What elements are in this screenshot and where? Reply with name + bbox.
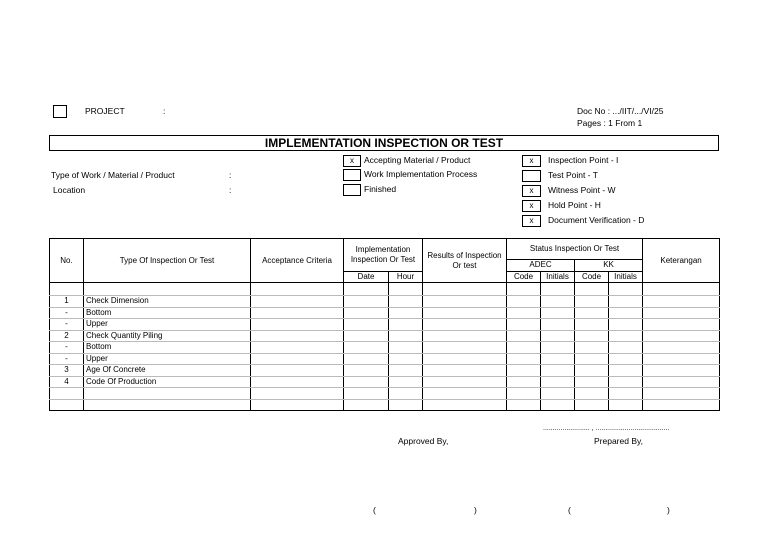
row-type: Age Of Concrete: [84, 365, 251, 377]
row-type: [84, 399, 251, 411]
work-process-checkbox[interactable]: [343, 169, 361, 181]
table-row: [50, 388, 720, 400]
prepared-by-label: Prepared By,: [594, 436, 643, 446]
row-no: -: [50, 307, 84, 319]
inspection-point-checkbox[interactable]: x: [522, 155, 541, 167]
test-point-checkbox[interactable]: [522, 170, 541, 182]
table-row: [50, 330, 720, 342]
row-no: 2: [50, 330, 84, 342]
header-acceptance: Acceptance Criteria: [251, 239, 344, 283]
header-keterangan: Keterangan: [643, 239, 720, 283]
table-row: [50, 399, 720, 411]
finished-label: Finished: [364, 184, 397, 194]
table-row: [50, 376, 720, 388]
project-label: PROJECT: [85, 106, 125, 116]
row-type: Upper: [84, 353, 251, 365]
header-type: Type Of Inspection Or Test: [84, 239, 251, 283]
row-type: Bottom: [84, 307, 251, 319]
row-no: -: [50, 353, 84, 365]
row-no: [50, 388, 84, 400]
row-type: Check Dimension: [84, 296, 251, 308]
header-kk-code: Code: [575, 271, 609, 283]
header-adec: ADEC: [507, 260, 575, 272]
location-label: Location: [53, 185, 86, 195]
hold-point-label: Hold Point - H: [548, 200, 601, 210]
witness-point-label: Witness Point - W: [548, 185, 616, 195]
signature-dots: ........................ , ......................................: [543, 425, 670, 432]
header-implementation: Implementation Inspection Or Test: [344, 239, 423, 272]
table-row: [50, 296, 720, 308]
preparer-paren-open: (: [568, 505, 571, 515]
project-colon: :: [163, 106, 166, 116]
pages: Pages : 1 From 1: [577, 118, 643, 128]
table-row: [50, 342, 720, 354]
inspection-table: [49, 238, 720, 411]
table-row: [50, 319, 720, 331]
row-no: -: [50, 342, 84, 354]
table-row: [50, 283, 720, 296]
test-point-label: Test Point - T: [548, 170, 598, 180]
table-row: [50, 307, 720, 319]
row-type: Check Quantity Piling: [84, 330, 251, 342]
accepting-material-label: Accepting Material / Product: [364, 155, 471, 165]
row-no: 1: [50, 296, 84, 308]
approver-paren-open: (: [373, 505, 376, 515]
preparer-paren-close: ): [667, 505, 670, 515]
location-colon: :: [229, 185, 232, 195]
row-no: 3: [50, 365, 84, 377]
document-verification-label: Document Verification - D: [548, 215, 645, 225]
inspection-point-label: Inspection Point - I: [548, 155, 619, 165]
header-adec-initials: Initials: [541, 271, 575, 283]
approver-paren-close: ): [474, 505, 477, 515]
table-row: [50, 365, 720, 377]
header-results: Results of Inspection Or test: [423, 239, 507, 283]
row-type: [84, 388, 251, 400]
document-verification-checkbox[interactable]: x: [522, 215, 541, 227]
finished-checkbox[interactable]: [343, 184, 361, 196]
header-kk-initials: Initials: [609, 271, 643, 283]
header-hour: Hour: [389, 271, 423, 283]
row-no: [50, 399, 84, 411]
accepting-material-checkbox[interactable]: x: [343, 155, 361, 167]
doc-no: Doc No : .../IIT/.../VI/25: [577, 106, 664, 116]
row-no: 4: [50, 376, 84, 388]
row-type: Upper: [84, 319, 251, 331]
hold-point-checkbox[interactable]: x: [522, 200, 541, 212]
header-date: Date: [344, 271, 389, 283]
header-no: No.: [50, 239, 84, 283]
work-process-label: Work Implementation Process: [364, 169, 478, 179]
witness-point-checkbox[interactable]: x: [522, 185, 541, 197]
approved-by-label: Approved By,: [398, 436, 449, 446]
page-title: IMPLEMENTATION INSPECTION OR TEST: [49, 135, 719, 151]
type-of-work-label: Type of Work / Material / Product: [51, 170, 175, 180]
row-type: Bottom: [84, 342, 251, 354]
header-status: Status Inspection Or Test: [507, 239, 643, 260]
type-of-work-colon: :: [229, 170, 232, 180]
header-kk: KK: [575, 260, 643, 272]
project-checkbox[interactable]: [53, 105, 67, 118]
header-adec-code: Code: [507, 271, 541, 283]
table-row: [50, 353, 720, 365]
row-type: Code Of Production: [84, 376, 251, 388]
row-no: -: [50, 319, 84, 331]
